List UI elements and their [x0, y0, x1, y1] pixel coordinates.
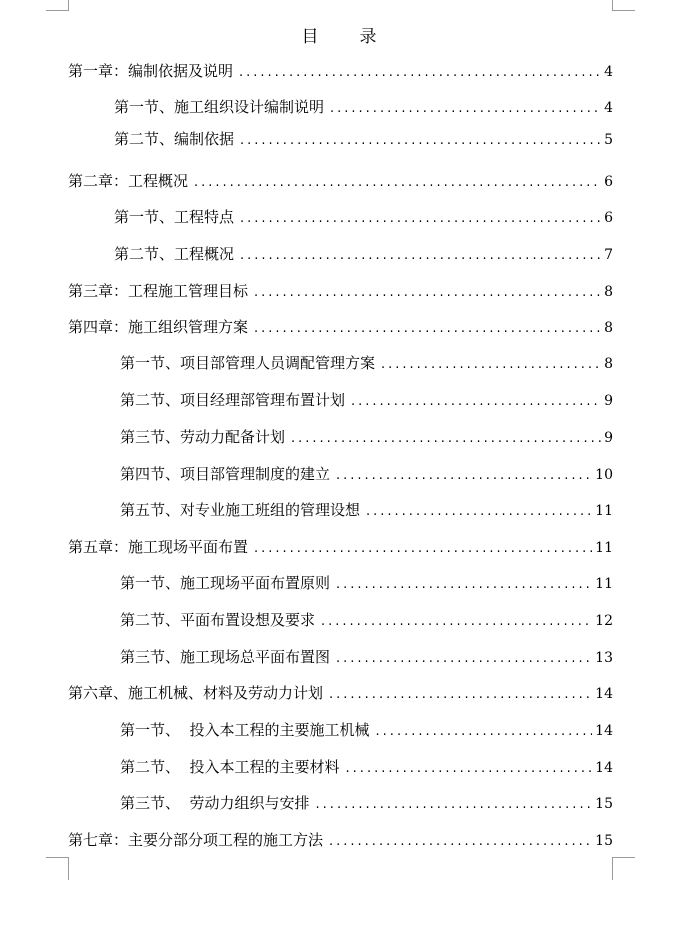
toc-entry-page-number: 5 [604, 132, 613, 148]
crop-mark-bottom-left [46, 857, 69, 880]
toc-entry-section[interactable] [120, 757, 613, 777]
toc-entry-page-number: 8 [604, 356, 613, 372]
toc-title [0, 22, 679, 47]
toc-entry-page-number: 14 [595, 686, 613, 702]
crop-mark-top-left [46, 0, 69, 11]
dot-leader [291, 429, 601, 449]
toc-entry-page-number: 11 [595, 540, 613, 556]
toc-entry-page-number: 8 [604, 320, 613, 336]
toc-entry-section[interactable] [120, 427, 613, 447]
dot-leader [351, 392, 601, 412]
toc-entry-label: 第一章：编制依据及说明 [68, 62, 234, 80]
toc-entry-page-number: 9 [604, 393, 613, 409]
toc-entry-page-number: 4 [604, 100, 613, 116]
dot-leader [336, 649, 592, 669]
toc-entry-label: 第五章：施工现场平面布置 [68, 538, 249, 556]
toc-entry-label: 第三节、 劳动力组织与安排 [120, 794, 310, 812]
toc-entry-section[interactable] [120, 610, 613, 630]
dot-leader [254, 283, 601, 303]
crop-mark-top-right [612, 0, 635, 11]
toc-entry-page-number: 11 [595, 576, 613, 592]
toc-entry-label: 第一节、工程特点 [114, 208, 235, 226]
toc-entry-page-number: 10 [595, 467, 613, 483]
toc-entry-chapter-7[interactable] [68, 830, 613, 850]
dot-leader [381, 355, 601, 375]
toc-entry-section[interactable] [114, 244, 613, 264]
toc-entry-page-number: 8 [604, 284, 613, 300]
toc-entry-label: 第一节、施工现场平面布置原则 [120, 574, 331, 592]
toc-entry-chapter-2[interactable] [68, 171, 613, 191]
toc-entry-section[interactable] [120, 573, 613, 593]
toc-entry-label: 第二节、工程概况 [114, 245, 235, 263]
toc-entry-chapter-1[interactable] [68, 61, 613, 81]
toc-entry-label: 第一节、施工组织设计编制说明 [114, 98, 325, 116]
toc-entry-page-number: 11 [595, 503, 613, 519]
dot-leader [336, 575, 592, 595]
dot-leader [316, 795, 593, 815]
dot-leader [239, 63, 601, 83]
toc-entry-label: 第七章：主要分部分项工程的施工方法 [68, 831, 324, 849]
toc-entry-label: 第三节、劳动力配备计划 [120, 428, 286, 446]
toc-entry-section[interactable] [120, 647, 613, 667]
dot-leader [329, 685, 592, 705]
dot-leader [346, 759, 593, 779]
toc-entry-section[interactable] [114, 129, 613, 149]
toc-entry-section[interactable] [120, 390, 613, 410]
toc-entry-section[interactable] [114, 97, 613, 117]
dot-leader [240, 209, 601, 229]
toc-title-char-1: 目 [301, 27, 320, 47]
toc-entry-label: 第四章：施工组织管理方案 [68, 318, 249, 336]
toc-entry-label: 第一节、 投入本工程的主要施工机械 [120, 721, 370, 739]
dot-leader [336, 466, 592, 486]
toc-entry-section[interactable] [114, 207, 613, 227]
toc-entry-page-number: 14 [595, 723, 613, 739]
toc-entry-page-number: 13 [595, 650, 613, 666]
toc-entry-section[interactable] [120, 464, 613, 484]
toc-entry-chapter-5[interactable] [68, 537, 613, 557]
dot-leader [376, 722, 593, 742]
toc-entry-page-number: 15 [595, 833, 613, 849]
dot-leader [366, 502, 592, 522]
toc-entry-label: 第二节、平面布置设想及要求 [120, 611, 316, 629]
toc-entry-section[interactable] [120, 500, 613, 520]
dot-leader [240, 131, 601, 151]
dot-leader [330, 99, 601, 119]
dot-leader [240, 246, 601, 266]
toc-entry-page-number: 4 [604, 64, 613, 80]
dot-leader [329, 832, 592, 852]
toc-entry-label: 第一节、项目部管理人员调配管理方案 [120, 354, 376, 372]
toc-entry-label: 第四节、项目部管理制度的建立 [120, 465, 331, 483]
toc-entry-page-number: 15 [595, 796, 613, 812]
toc-entry-section[interactable] [120, 720, 613, 740]
toc-entry-chapter-6[interactable] [68, 683, 613, 703]
toc-entry-page-number: 6 [604, 174, 613, 190]
toc-entry-page-number: 7 [604, 247, 613, 263]
toc-entry-chapter-4[interactable] [68, 317, 613, 337]
crop-mark-bottom-right [612, 857, 635, 880]
toc-entry-label: 第六章、施工机械、材料及劳动力计划 [68, 684, 324, 702]
toc-entry-label: 第二节、编制依据 [114, 130, 235, 148]
toc-entry-page-number: 9 [604, 430, 613, 446]
dot-leader [194, 173, 601, 193]
dot-leader [254, 319, 601, 339]
toc-entry-label: 第二节、 投入本工程的主要材料 [120, 758, 340, 776]
toc-entry-page-number: 6 [604, 210, 613, 226]
dot-leader [321, 612, 592, 632]
toc-title-char-2: 录 [359, 27, 378, 47]
toc-entry-label: 第三节、施工现场总平面布置图 [120, 648, 331, 666]
dot-leader [254, 539, 592, 559]
toc-entry-label: 第五节、对专业施工班组的管理设想 [120, 501, 361, 519]
toc-entry-label: 第二节、项目经理部管理布置计划 [120, 391, 346, 409]
toc-entry-label: 第二章：工程概况 [68, 172, 189, 190]
toc-entry-label: 第三章：工程施工管理目标 [68, 282, 249, 300]
toc-entry-section[interactable] [120, 353, 613, 373]
toc-entry-page-number: 12 [595, 613, 613, 629]
toc-entry-chapter-3[interactable] [68, 281, 613, 301]
toc-entry-page-number: 14 [595, 760, 613, 776]
toc-entry-section[interactable] [120, 793, 613, 813]
